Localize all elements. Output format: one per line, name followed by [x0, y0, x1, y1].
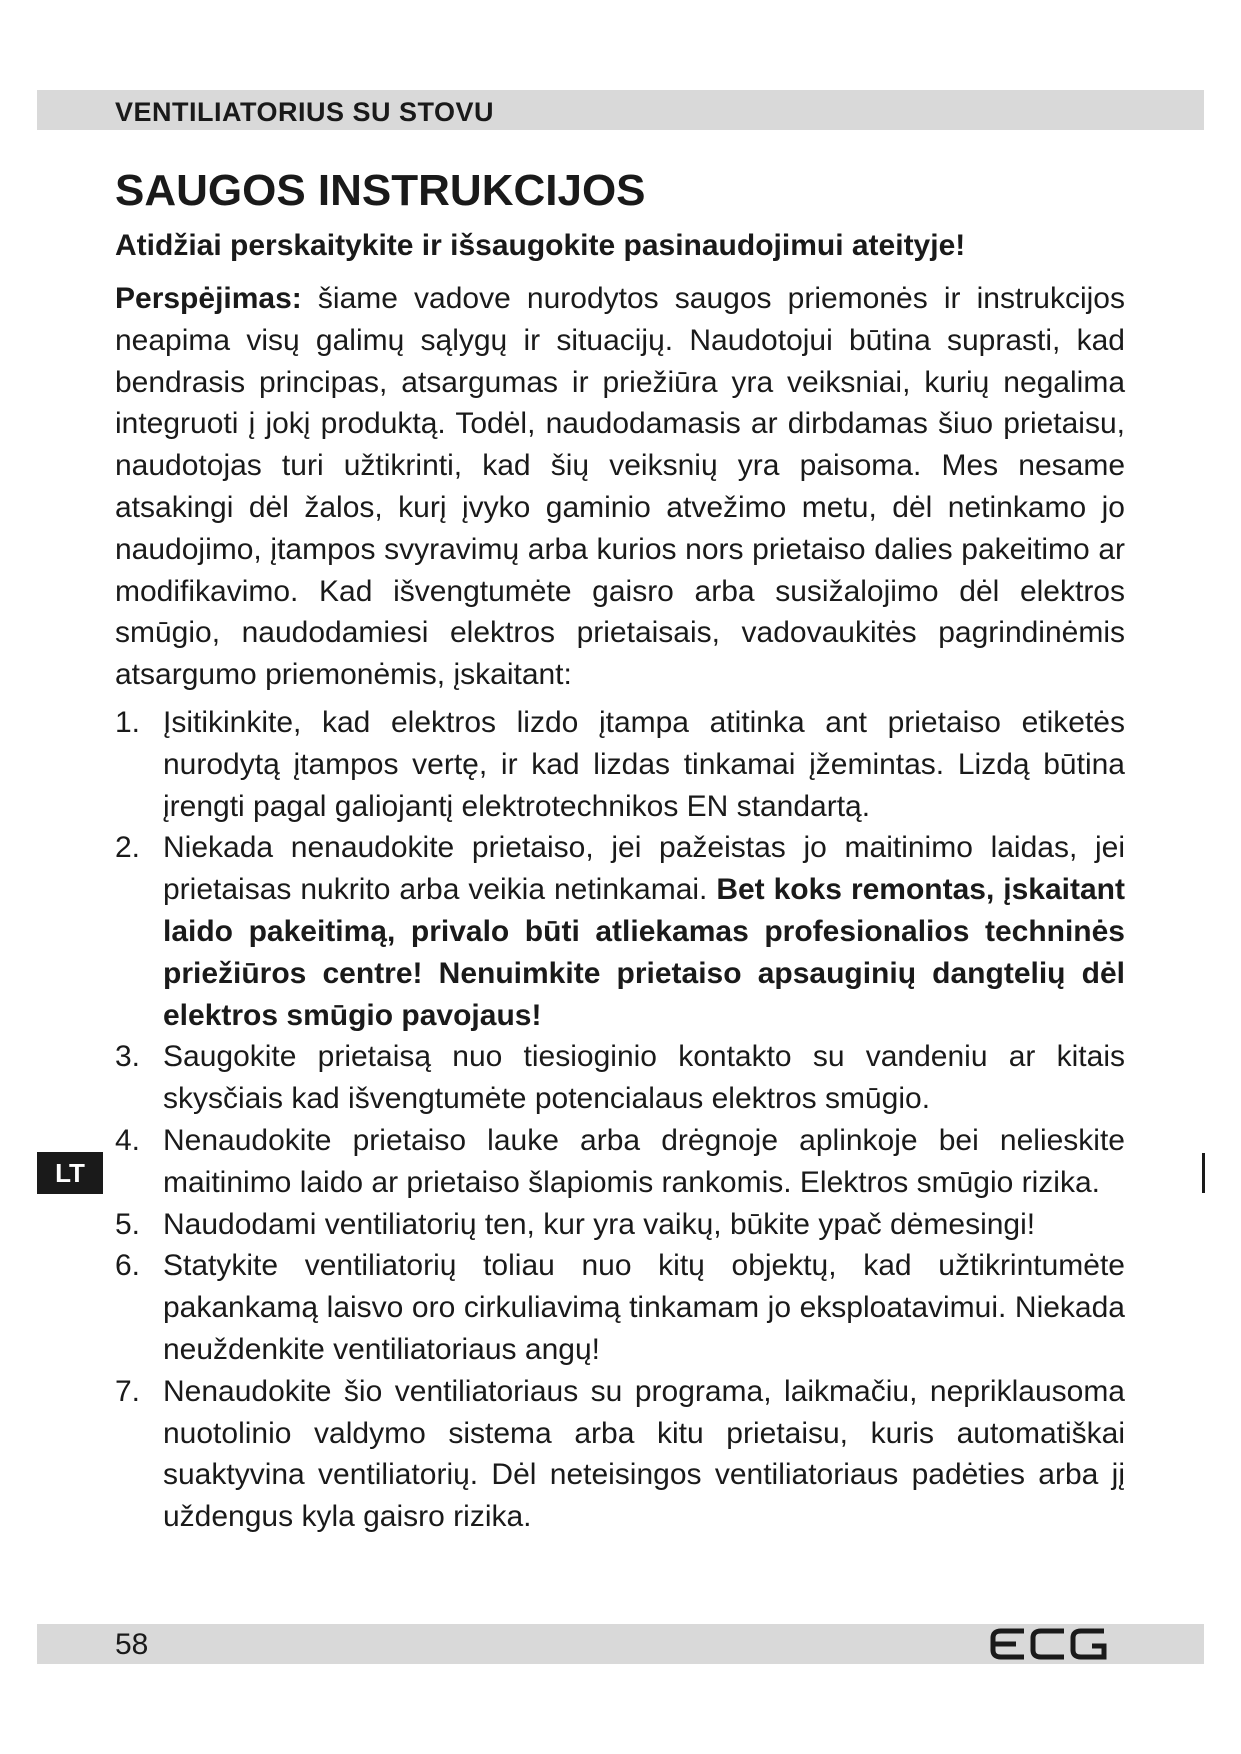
item-text-bold: Bet koks remontas, įskaitant laido pakeitimą, privalo būti atliekamas profesionalios techninės priežiūros centre! Nenuimkite prietaiso apsauginių dangtelių dėl elektros smūgio pavojaus!: [163, 873, 1125, 1032]
item-number: 4.: [115, 1123, 141, 1157]
list-item: [115, 702, 1125, 827]
item-text: Statykite ventiliatorių toliau nuo kitų objektų, kad užtikrintumėte pakankamą laisvo oro cirkuliavimą tinkamam jo eksploatavimui. Niekada neuždenkite ventiliatoriaus angų!: [163, 1249, 1125, 1366]
page-number: 58: [115, 1628, 149, 1661]
list-item: [115, 1120, 1125, 1204]
list-item: [115, 1371, 1125, 1538]
safety-list: [115, 702, 1125, 1538]
language-tab: LT: [37, 1152, 103, 1194]
page-title: SAUGOS INSTRUKCIJOS: [115, 166, 646, 215]
item-text: Nenaudokite šio ventiliatoriaus su programa, laikmačiu, nepriklausoma nuotolinio valdymo sistema arba kitu prietaisu, kuris automatiškai suaktyvina ventiliatorių. Dėl neteisingos ventiliatoriaus padėties arba jį uždengus kyla gaisro rizika.: [163, 1374, 1125, 1534]
list-item: [115, 1245, 1125, 1370]
ecg-logo: [990, 1628, 1110, 1660]
item-number: 7.: [115, 1374, 141, 1408]
list-item: [115, 1204, 1125, 1246]
content: [115, 278, 1125, 1538]
item-number: 3.: [115, 1040, 141, 1074]
item-text: Nenaudokite prietaiso lauke arba drėgnoje aplinkoje bei nelieskite maitinimo laido ar prietaiso šlapiomis rankomis. Elektros smūgio rizika.: [163, 1123, 1125, 1199]
margin-mark: [1202, 1153, 1205, 1193]
item-number: 5.: [115, 1207, 141, 1241]
item-text: Įsitikinkite, kad elektros lizdo įtampa atitinka ant prietaiso etiketės nurodytą įtampos vertę, ir kad lizdas tinkamai įžemintas. Lizdą būtina įrengti pagal galiojantį elektrotechnikos EN standartą.: [163, 705, 1125, 823]
subheading: Atidžiai perskaitykite ir išsaugokite pasinaudojimui ateityje!: [115, 229, 966, 262]
list-item: [115, 1036, 1125, 1120]
item-number: 6.: [115, 1249, 141, 1283]
item-number: 1.: [115, 705, 141, 739]
item-text: [163, 827, 1125, 1036]
warning-text: šiame vadove nurodytos saugos priemonės ir instrukcijos neapima visų galimų sąlygų ir situacijų. Naudotojui būtina suprasti, kad bendrasis principas, atsargumas ir priežiūra yra veiksniai, kurių negalima integruoti į jokį produktą. Todėl, naudodamasis ar dirbdamas šiuo prietaisu, naudotojas turi užtikrinti, kad šių veiksnių yra paisoma. Mes nesame atsakingi dėl žalos, kurį įvyko gaminio atvežimo metu, dėl netinkamo jo naudojimo, įtampos svyravimų arba kurios nors prietaiso dalies pakeitimo ar modifikavimo. Kad išvengtumėte gaisro arba susižalojimo dėl elektros smūgio, naudodamiesi elektros prietaisais, vadovaukitės pagrindinėmis atsargumo priemonėmis, įskaitant:: [115, 282, 1125, 692]
warning-paragraph: [115, 278, 1125, 696]
header-title: VENTILIATORIUS SU STOVU: [115, 97, 495, 127]
item-number: 2.: [115, 831, 141, 865]
item-text: Naudodami ventiliatorių ten, kur yra vaikų, būkite ypač dėmesingi!: [163, 1207, 1036, 1241]
list-item: [115, 827, 1125, 1036]
item-text: Saugokite prietaisą nuo tiesioginio kontakto su vandeniu ar kitais skysčiais kad išvengtumėte potencialaus elektros smūgio.: [163, 1040, 1125, 1116]
warning-label: Perspėjimas:: [115, 282, 302, 315]
item-text-normal: Niekada nenaudokite prietaiso, jei pažeistas jo maitinimo laidas, jei prietaisas nukrito arba veikia netinkamai.: [163, 831, 1125, 907]
